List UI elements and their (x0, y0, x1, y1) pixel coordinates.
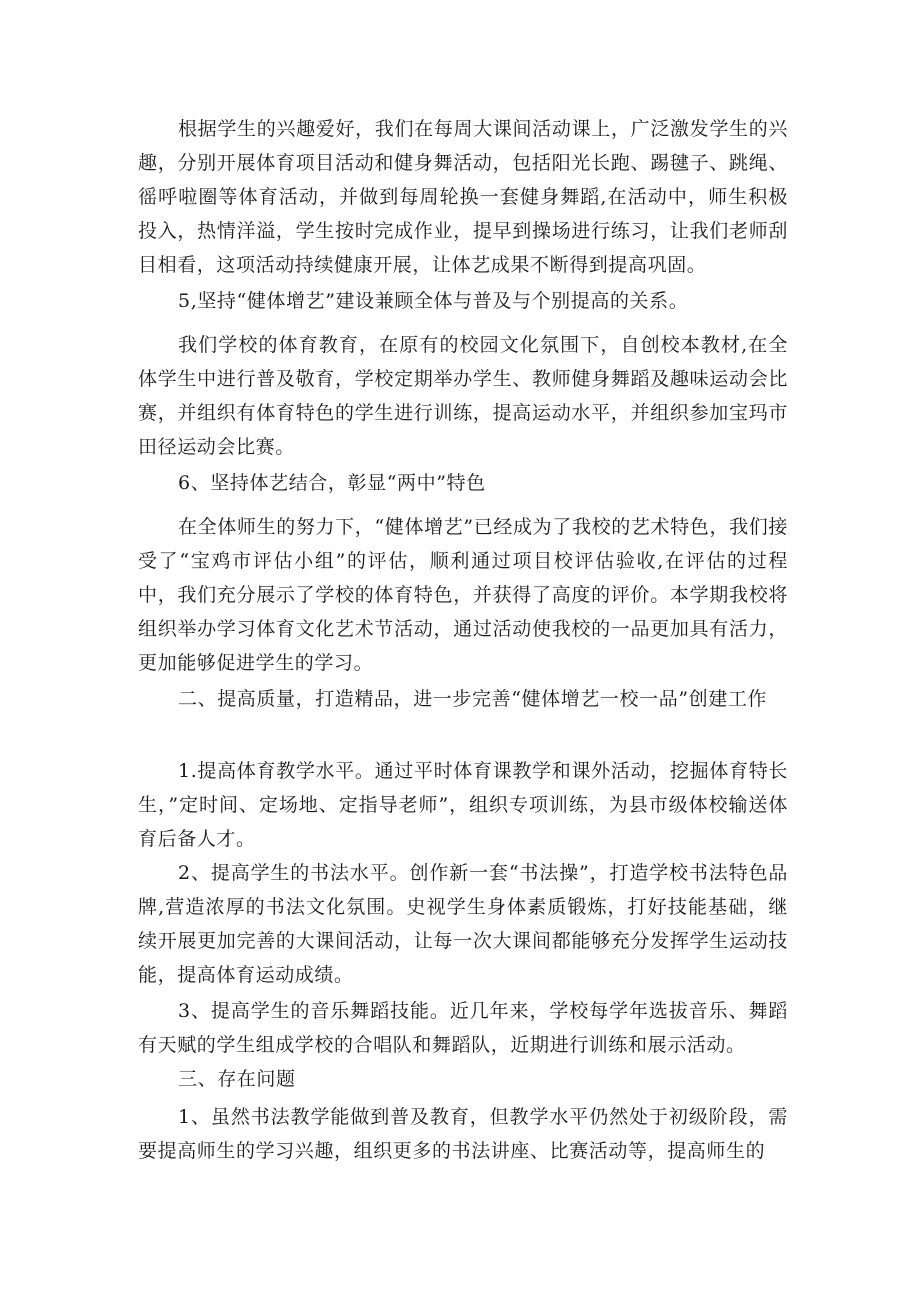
heading-item-5: 5,坚持“健体增艺”建设兼顾全体与普及与个别提高的关系。 (178, 290, 689, 312)
paragraph-item-1: 1.提高体育教学水平。通过平时体育课教学和课外活动，挖掘体育特长生，”定时间、定场地、定指导老师”，组织专项训练，为县市级体校输送体育后备人才。 (138, 760, 788, 850)
paragraph-item-2: 2、提高学生的书法水平。创作新一套“书法操”，打造学校书法特色品牌,营造浓厚的书法文化氛围。史视学生身体素质锻炼，打好技能基础，继续开展更加完善的大课间活动，让每一次大课间都能够充分发挥学生运动技能，提高体育运动成绩。 (138, 862, 788, 986)
heading-section-3: 三、存在问题 (178, 1068, 296, 1090)
paragraph-item-3: 3、提高学生的音乐舞蹈技能。近几年来，学校每学年选拔音乐、舞蹈有天赋的学生组成学校的合唱队和舞蹈队，近期进行训练和展示活动。 (138, 1000, 788, 1056)
heading-section-2: 二、提高质量，打造精品，进一步完善“健体增艺一校一品”创建工作 (178, 688, 768, 710)
heading-item-6: 6、坚持体艺结合，彰显“两中”特色 (178, 472, 486, 494)
paragraph-school-pe: 我们学校的体育教育，在原有的校园文化氛围下，自创校本教材,在全体学生中进行普及敬育，学校定期举办学生、教师健身舞蹈及趣味运动会比赛，并组织有体育特色的学生进行训练，提高运动水平，并组织参加宝玛市田径运动会比赛。 (138, 334, 788, 458)
paragraph-problem-1: 1、虽然书法教学能做到普及教育，但教学水平仍然处于初级阶段，需要提高师生的学习兴趣，组织更多的书法讲座、比赛活动等，提高师生的 (138, 1106, 788, 1162)
paragraph-activities: 根据学生的兴趣爱好，我们在每周大课间活动课上，广泛激发学生的兴趣，分别开展体育项目活动和健身舞活动，包括阳光长跑、踢毽子、跳绳、徭呼啦圈等体育活动，并做到每周轮换一套健身舞蹈,在活动中，师生积极投入，热情洋溢，学生按时完成作业，提早到操场进行练习，让我们老师刮目相看，这项活动持续健康开展，让体艺成果不断得到提高巩固。 (138, 118, 788, 276)
paragraph-evaluation: 在全体师生的努力下，“健体增艺”已经成为了我校的艺术特色，我们接受了“宝鸡市评估小组”的评估，顺利通过项目校评估验收,在评估的过程中，我们充分展示了学校的体育特色，并获得了高度的评价。本学期我校将组织举办学习体育文化艺术节活动，通过活动使我校的一品更加具有活力，更加能够促进学生的学习。 (138, 516, 788, 674)
